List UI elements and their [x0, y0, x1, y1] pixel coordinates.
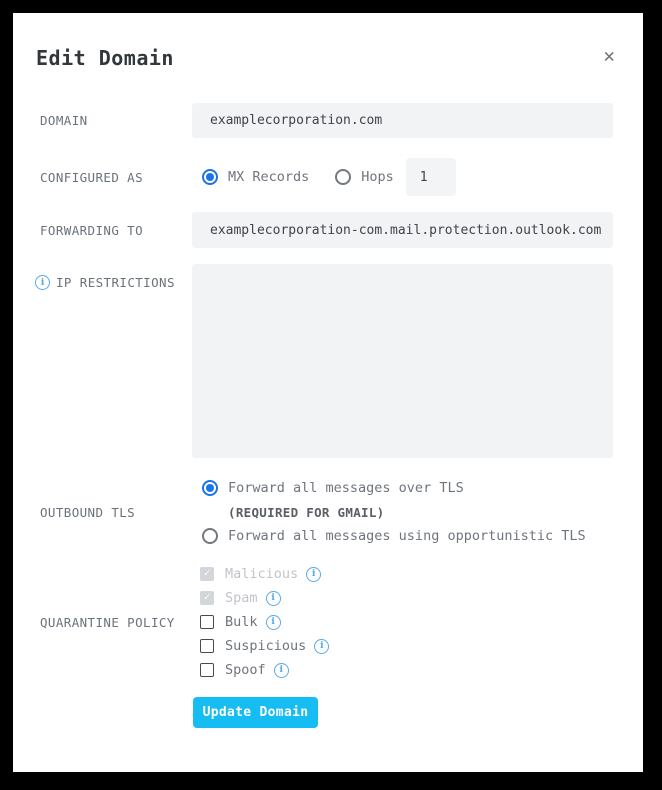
bulk-checkbox[interactable] — [200, 615, 214, 629]
spam-info-icon[interactable] — [266, 591, 281, 606]
suspicious-info-icon[interactable] — [314, 639, 329, 654]
quarantine-option-malicious — [192, 562, 613, 586]
quarantine-policy-label: QUARANTINE POLICY — [40, 614, 175, 630]
outbound-tls-row — [40, 476, 643, 548]
configured-as-row — [40, 158, 643, 196]
quarantine-policy-row — [40, 562, 643, 682]
malicious-checkbox-label: Malicious — [225, 566, 299, 582]
suspicious-checkbox-label[interactable]: Suspicious — [225, 638, 307, 654]
domain-label: DOMAIN — [40, 113, 88, 128]
forwarding-to-label: FORWARDING TO — [40, 222, 144, 238]
malicious-checkbox — [200, 567, 214, 581]
edit-domain-modal — [13, 13, 643, 772]
tls-required-radio-label[interactable]: Forward all messages over TLS — [228, 480, 464, 496]
tls-opportunistic-radio-label[interactable]: Forward all messages using opportunistic TLS — [228, 528, 586, 544]
modal-title: Edit Domain — [36, 46, 174, 70]
close-icon[interactable]: ✕ — [603, 45, 615, 67]
hops-radio-label[interactable]: Hops — [361, 169, 394, 185]
submit-row — [193, 697, 643, 728]
tls-opportunistic-radio[interactable] — [202, 528, 218, 544]
ip-restrictions-row — [40, 264, 643, 458]
spam-checkbox — [200, 591, 214, 605]
tls-gmail-note: (REQUIRED FOR GMAIL) — [228, 504, 385, 520]
hops-radio[interactable] — [335, 169, 351, 185]
domain-row — [40, 103, 643, 138]
malicious-info-icon[interactable] — [306, 567, 321, 582]
quarantine-option-suspicious — [192, 634, 613, 658]
ip-restrictions-label: IP RESTRICTIONS — [56, 275, 175, 290]
outbound-tls-label: OUTBOUND TLS — [40, 504, 136, 520]
spam-checkbox-label: Spam — [225, 590, 258, 606]
tls-required-radio[interactable] — [202, 480, 218, 496]
bulk-checkbox-label[interactable]: Bulk — [225, 614, 258, 630]
spoof-info-icon[interactable] — [274, 663, 289, 678]
forwarding-to-row — [40, 212, 643, 248]
bulk-info-icon[interactable] — [266, 615, 281, 630]
spoof-checkbox-label[interactable]: Spoof — [225, 662, 266, 678]
modal-header — [13, 13, 643, 71]
ip-restrictions-textarea[interactable] — [192, 264, 613, 458]
ip-restrictions-info-icon[interactable] — [35, 275, 50, 290]
domain-input[interactable] — [192, 103, 613, 138]
quarantine-option-spoof — [192, 658, 613, 682]
hops-count-input[interactable] — [406, 158, 456, 196]
configured-as-label: CONFIGURED AS — [40, 169, 144, 185]
mx-records-radio-label[interactable]: MX Records — [228, 169, 310, 185]
update-domain-button[interactable]: Update Domain — [193, 697, 318, 728]
suspicious-checkbox[interactable] — [200, 639, 214, 653]
quarantine-option-bulk — [192, 610, 613, 634]
spoof-checkbox[interactable] — [200, 663, 214, 677]
quarantine-option-spam — [192, 586, 613, 610]
mx-records-radio[interactable] — [202, 169, 218, 185]
forwarding-to-input[interactable] — [192, 212, 613, 248]
